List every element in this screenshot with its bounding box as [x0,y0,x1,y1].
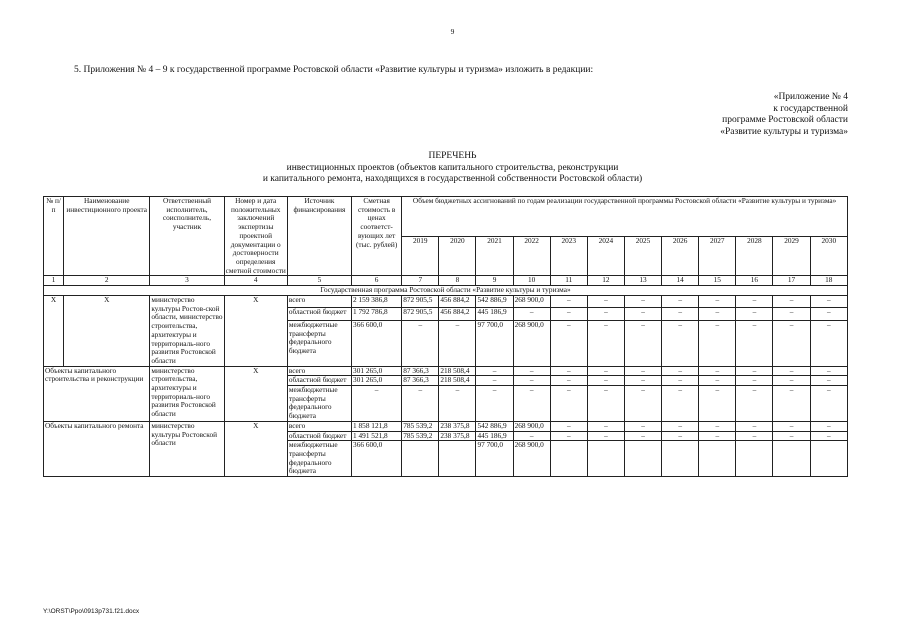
cell-year-value: – [587,386,624,422]
cell-year-value: – [587,421,624,431]
cell-year-value: – [624,431,661,441]
cell-year-value [550,441,587,477]
column-numbers-row [44,276,848,286]
cell-year-value: – [736,421,773,431]
cell-year-value [439,441,476,477]
header-num: № п/п [44,197,64,276]
cell-cost: 1 792 786,8 [352,308,402,320]
cell-cost: – [352,386,402,422]
cell-year-value: – [699,376,736,386]
cell-year-value: – [439,320,476,366]
cell-project-name: Объекты капитального ремонта [44,421,150,476]
cell-source: межбюджетные трансферты федерального бюджета [287,320,351,366]
column-number: 2 [64,276,150,286]
column-number: 5 [287,276,351,286]
year-header: 2023 [550,236,587,276]
cell-year-value: – [736,431,773,441]
cell-source: межбюджетные трансферты федерального бюджета [287,386,351,422]
program-title: Государственная программа Ростовской области «Развитие культуры и туризма» [44,286,848,296]
cell-year-value: – [587,431,624,441]
cell-year-value: – [810,308,847,320]
year-header: 2025 [624,236,661,276]
cell-year-value [624,441,661,477]
cell-year-value: – [773,421,810,431]
cell-year-value: – [699,320,736,366]
cell-year-value: – [624,296,661,308]
cell-year-value: – [810,376,847,386]
cell-year-value: 268 900,0 [513,296,550,308]
cell-year-value: – [773,320,810,366]
cell-source: областной бюджет [287,431,351,441]
table-row [44,421,848,431]
cell-year-value: 268 900,0 [513,320,550,366]
cell-year-value: – [513,308,550,320]
cell-year-value: 218 508,4 [439,376,476,386]
cell-expertise: Х [224,296,287,367]
cell-source: всего [287,296,351,308]
cell-year-value: 872 905,5 [402,296,439,308]
year-header: 2022 [513,236,550,276]
cell-year-value: – [662,366,699,376]
cell-year-value: – [699,421,736,431]
year-header: 2019 [402,236,439,276]
cell-year-value: – [624,386,661,422]
cell-num: Х [44,296,64,367]
cell-year-value: – [810,320,847,366]
column-number: 6 [352,276,402,286]
cell-year-value: 238 375,8 [439,431,476,441]
appendix-line: к государственной [773,103,848,114]
cell-year-value: – [402,386,439,422]
cell-year-value: 445 186,9 [476,431,513,441]
table-row [44,296,848,308]
year-header: 2020 [439,236,476,276]
cell-year-value: 872 905,5 [402,308,439,320]
cell-source: межбюджетные трансферты федерального бюджета [287,441,351,477]
cell-year-value: 456 884,2 [439,296,476,308]
year-header: 2026 [662,236,699,276]
page-number: 9 [450,27,455,36]
cell-expertise: Х [224,421,287,476]
cell-year-value: – [513,431,550,441]
cell-year-value: – [587,366,624,376]
cell-year-value: – [810,421,847,431]
cell-year-value: – [699,308,736,320]
year-header: 2024 [587,236,624,276]
cell-year-value: – [550,431,587,441]
cell-year-value: – [662,296,699,308]
cell-year-value: – [736,366,773,376]
title-line: инвестиционных проектов (объектов капитального строительства, реконструкции [286,162,619,173]
cell-year-value: – [662,386,699,422]
cell-year-value: – [699,431,736,441]
cell-year-value [587,441,624,477]
cell-year-value: 785 539,2 [402,431,439,441]
cell-cost: 301 265,0 [352,366,402,376]
investment-projects-table [43,196,848,477]
column-number: 12 [587,276,624,286]
cell-year-value: – [810,386,847,422]
appendix-line: программе Ростовской области [722,115,848,125]
cell-year-value [773,441,810,477]
cell-year-value: – [624,421,661,431]
cell-source: областной бюджет [287,308,351,320]
cell-year-value: 268 900,0 [513,441,550,477]
header-row [44,197,848,237]
file-path-footer: Y:\ORST\Ppo\0913p731.f21.docx [43,608,140,615]
program-row [44,286,848,296]
column-number: 3 [150,276,224,286]
appendix-line: «Развитие культуры и туризма» [720,126,848,137]
cell-year-value: – [773,308,810,320]
cell-year-value: – [662,320,699,366]
cell-year-value: – [476,366,513,376]
header-source: Источник финансирования [287,197,351,276]
cell-year-value [662,441,699,477]
cell-year-value: – [550,296,587,308]
cell-year-value: – [773,366,810,376]
cell-year-value: – [736,308,773,320]
cell-year-value [402,441,439,477]
cell-year-value: – [736,376,773,386]
cell-cost: 366 600,0 [352,441,402,477]
cell-responsible: министерство культуры Ростовской области [150,421,224,476]
cell-year-value: – [550,320,587,366]
cell-year-value: – [624,320,661,366]
cell-year-value: 87 366,3 [402,366,439,376]
cell-year-value: – [699,366,736,376]
column-number: 4 [224,276,287,286]
cell-responsible: министерство строительства, архитектуры и территориаль-ного развития Ростовской области [150,366,224,421]
cell-year-value: – [513,386,550,422]
document-title [0,151,905,186]
appendix-line: «Приложение № 4 [773,92,848,102]
cell-responsible: министерство культуры Ростов-ской области, министерство строительства, архитектуры и территориаль-ного развития Ростовской области [151,295,223,365]
cell-cost: 1 858 121,8 [352,421,402,431]
cell-year-value: 218 508,4 [439,366,476,376]
cell-year-value: 445 186,9 [476,308,513,320]
year-header: 2030 [810,236,847,276]
column-number: 18 [810,276,847,286]
cell-year-value: – [550,376,587,386]
cell-year-value: – [699,386,736,422]
cell-year-value: – [624,376,661,386]
cell-year-value: 542 886,9 [476,421,513,431]
cell-year-value [810,441,847,477]
cell-cost: 2 159 386,8 [352,296,402,308]
table-row [44,366,848,376]
cell-year-value: – [476,386,513,422]
cell-year-value: – [773,296,810,308]
cell-year-value: – [550,421,587,431]
cell-year-value: – [550,366,587,376]
header-responsible: Ответственный исполнитель, соисполнитель, участник [150,197,224,276]
cell-year-value: 542 886,9 [476,296,513,308]
cell-year-value: – [587,320,624,366]
cell-year-value: – [624,308,661,320]
cell-year-value: – [587,296,624,308]
cell-year-value: – [439,386,476,422]
cell-year-value: – [736,296,773,308]
cell-cost: 301 265,0 [352,376,402,386]
cell-year-value: – [699,296,736,308]
cell-cost: 366 600,0 [352,320,402,366]
column-number: 7 [402,276,439,286]
column-number: 10 [513,276,550,286]
cell-source: областной бюджет [287,376,351,386]
cell-year-value: – [810,366,847,376]
cell-year-value: 97 700,0 [476,441,513,477]
column-number: 14 [662,276,699,286]
cell-year-value: – [810,296,847,308]
cell-year-value: – [550,386,587,422]
header-volume: Объем бюджетных ассигнований по годам реализации государственной программы Ростовской области «Развитие культуры и туризма» [402,197,848,237]
cell-year-value: – [587,376,624,386]
cell-year-value: – [476,376,513,386]
title-line: и капитального ремонта, находящихся в государственной собственности Ростовской области) [262,174,643,184]
column-number: 11 [550,276,587,286]
cell-year-value: – [662,421,699,431]
year-header: 2027 [699,236,736,276]
cell-project-name: Объекты капитального строительства и реконструкции [44,366,150,421]
cell-source: всего [287,421,351,431]
cell-year-value: – [402,320,439,366]
column-number: 1 [44,276,64,286]
cell-year-value: 87 366,3 [402,376,439,386]
cell-cost: 1 491 521,8 [352,431,402,441]
cell-year-value: – [662,376,699,386]
intro-paragraph: 5. Приложения № 4 – 9 к государственной программе Ростовской области «Развитие культуры и туризма» изложить в редакции: [74,65,594,75]
cell-year-value: 238 375,8 [439,421,476,431]
year-header: 2029 [773,236,810,276]
cell-year-value: – [662,308,699,320]
column-number: 15 [699,276,736,286]
cell-year-value: – [550,308,587,320]
cell-year-value: – [662,431,699,441]
year-header: 2028 [736,236,773,276]
cell-year-value: – [773,386,810,422]
column-number: 9 [476,276,513,286]
cell-year-value: – [624,366,661,376]
header-expertise: Номер и дата положительных заключений экспертизы проектной документации о достоверности определения сметной стоимости [225,196,286,275]
column-number: 17 [773,276,810,286]
year-header: 2021 [476,236,513,276]
cell-year-value: – [513,366,550,376]
cell-year-value: 456 884,2 [439,308,476,320]
cell-year-value: – [736,386,773,422]
cell-expertise: Х [224,366,287,421]
cell-year-value: – [773,376,810,386]
cell-year-value [736,441,773,477]
cell-year-value: 268 900,0 [513,421,550,431]
cell-year-value: 785 539,2 [402,421,439,431]
cell-year-value: 97 700,0 [476,320,513,366]
cell-year-value: – [513,376,550,386]
cell-project-name: Х [64,296,150,367]
header-cost: Сметная стоимость в ценах соответст-вующих лет (тыс. рублей) [352,197,402,276]
cell-year-value: – [773,431,810,441]
cell-year-value [699,441,736,477]
column-number: 16 [736,276,773,286]
appendix-heading [640,92,848,138]
cell-year-value: – [587,308,624,320]
column-number: 13 [624,276,661,286]
cell-year-value: – [736,320,773,366]
column-number: 8 [439,276,476,286]
title-line: ПЕРЕЧЕНЬ [428,151,477,161]
header-name: Наименование инвестиционного проекта [64,197,150,276]
cell-source: всего [287,366,351,376]
cell-year-value: – [810,431,847,441]
